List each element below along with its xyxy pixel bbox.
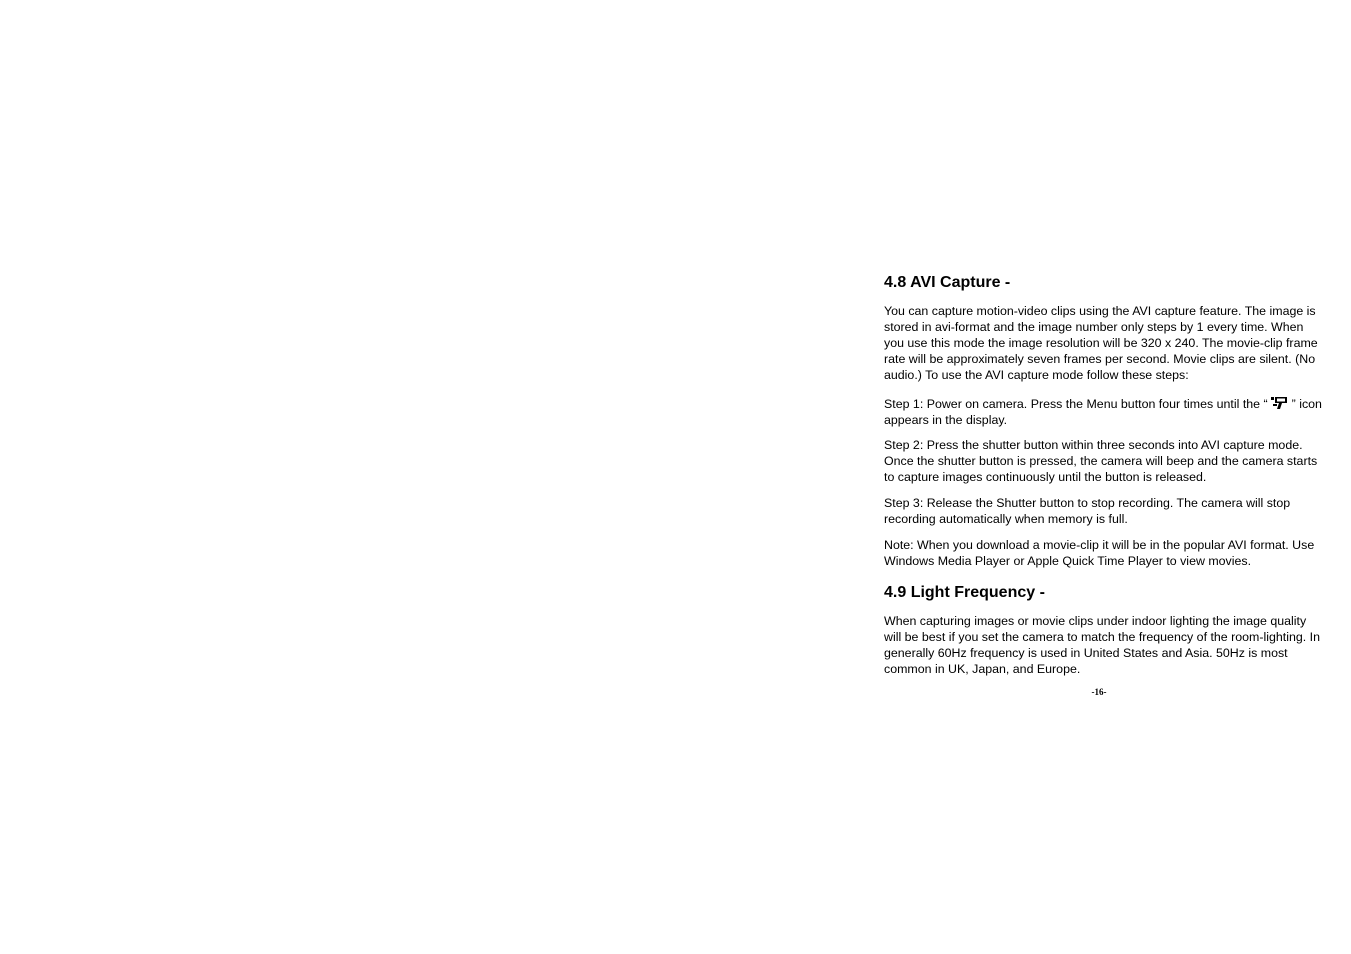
step-3-paragraph: Step 3: Release the Shutter button to stop recording. The camera will stop recording automatically when memory is full. (884, 496, 1291, 526)
manual-page-content (884, 272, 1324, 677)
section-heading-avi-capture: 4.8 AVI Capture - (884, 274, 1011, 291)
movie-camera-icon (1270, 396, 1290, 410)
avi-capture-intro-paragraph: You can capture motion-video clips using the AVI capture feature. The image is stored in avi-format and the image number only steps by 1 every time. When you use this mode the image resolution will be 320 x 240. The movie-clip frame rate will be approximately seven frames per second. Movie clips are silent. (No audio.) To use the AVI capture mode follow these steps: (884, 304, 1318, 382)
step-1-paragraph (884, 396, 1324, 428)
light-frequency-paragraph: When capturing images or movie clips under indoor lighting the image quality will be best if you set the camera to match the frequency of the room-lighting. In generally 60Hz frequency is used in United States and Asia. 50Hz is most common in UK, Japan, and Europe. (884, 614, 1320, 676)
note-paragraph: Note: When you download a movie-clip it will be in the popular AVI format. Use Windows Media Player or Apple Quick Time Player to view movies. (884, 538, 1315, 568)
page-number: -16- (1091, 687, 1107, 697)
step-2-paragraph: Step 2: Press the shutter button within three seconds into AVI capture mode. Once the shutter button is pressed, the camera will beep and the camera starts to capture images continuously until the button is released. (884, 438, 1318, 484)
step-1-text-after-icon: ” icon appears in the display. (884, 397, 1322, 427)
step-1-text-before-icon: Step 1: Power on camera. Press the Menu button four times until the “ (884, 397, 1268, 411)
section-heading-light-frequency: 4.9 Light Frequency - (884, 584, 1045, 601)
